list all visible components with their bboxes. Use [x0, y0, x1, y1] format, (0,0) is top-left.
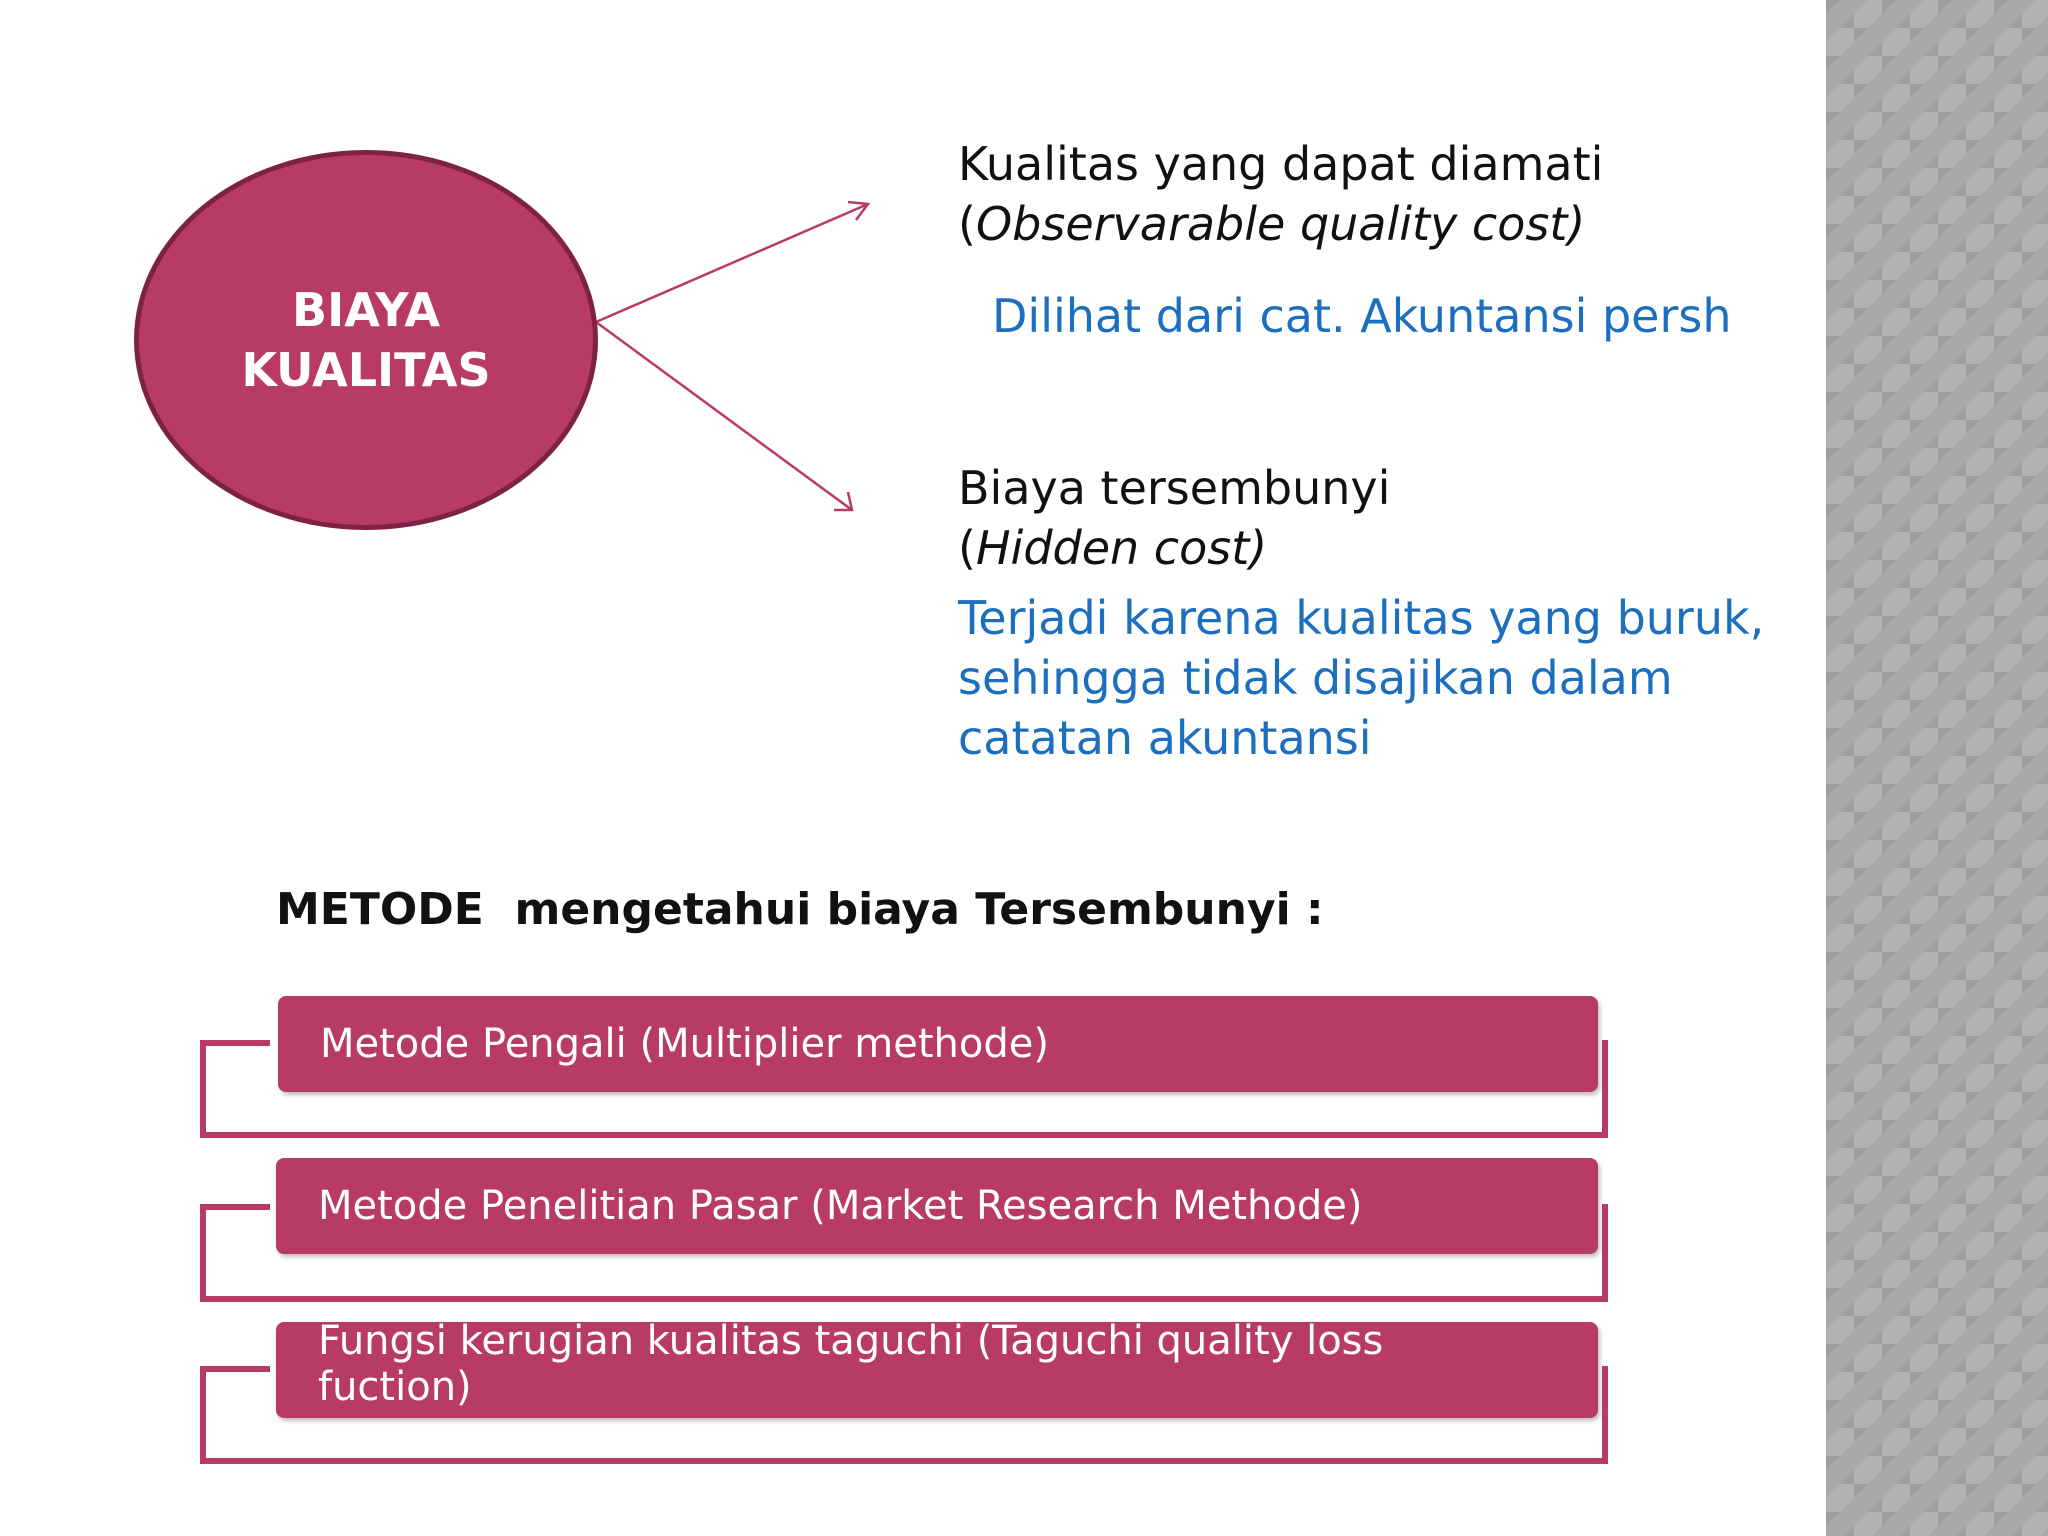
- method-label: [318, 1318, 1383, 1410]
- method-bracket-tick: [200, 1040, 270, 1046]
- hidden-cost-english: Hidden cost): [975, 521, 1268, 575]
- hidden-cost-note-line2: sehingga tidak disajikan dalam: [958, 651, 1673, 705]
- method-bar: [278, 996, 1598, 1092]
- hidden-cost-note-line3: catatan akuntansi: [958, 711, 1372, 765]
- arrow-to-observable: [596, 204, 868, 322]
- arrowhead-observable: [848, 202, 868, 220]
- decorative-side-pattern: [1826, 0, 2048, 1536]
- observable-cost-title: Kualitas yang dapat diamati: [958, 137, 1604, 191]
- center-node-line2: KUALITAS: [241, 343, 491, 397]
- observable-cost-note: Dilihat dari cat. Akuntansi persh: [992, 289, 1732, 343]
- method-label: Metode Penelitian Pasar (Market Research Methode): [318, 1183, 1363, 1229]
- arrowhead-hidden: [834, 492, 852, 510]
- hidden-cost-subtitle: [958, 520, 1267, 576]
- observable-cost-subtitle: [958, 196, 1585, 252]
- method-bar: [276, 1318, 1598, 1418]
- methods-heading: METODE mengetahui biaya Tersembunyi :: [276, 884, 1324, 935]
- hidden-cost-note: [958, 588, 1764, 768]
- center-node-line1: BIAYA: [292, 283, 440, 337]
- hidden-paren: (: [958, 521, 976, 575]
- center-node-label: [216, 280, 516, 400]
- hidden-cost-note-line1: Terjadi karena kualitas yang buruk,: [958, 591, 1765, 645]
- observable-paren: (: [958, 197, 976, 251]
- hidden-cost-title: Biaya tersembunyi: [958, 461, 1391, 515]
- method-bracket-tick: [200, 1366, 270, 1372]
- biaya-kualitas-node: [134, 150, 598, 530]
- method-label-line1: Fungsi kerugian kualitas taguchi (Taguchi quality loss: [318, 1318, 1384, 1364]
- method-label-line2: fuction): [318, 1364, 472, 1410]
- method-label: Metode Pengali (Multiplier methode): [320, 1021, 1049, 1067]
- method-bracket-tick: [200, 1204, 270, 1210]
- arrow-to-hidden: [596, 322, 852, 510]
- observable-cost-english: Observarable quality cost): [975, 197, 1586, 251]
- method-bar: [276, 1158, 1598, 1254]
